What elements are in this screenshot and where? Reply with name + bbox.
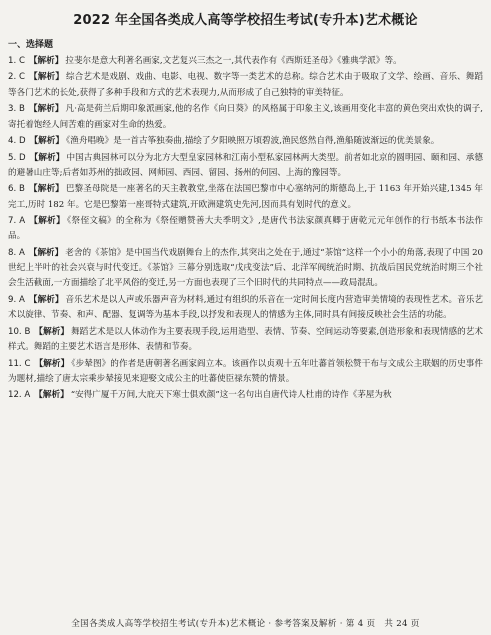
answer-letter: B <box>19 184 25 195</box>
question-number: 2. <box>8 72 17 83</box>
question-number: 1. <box>8 56 17 66</box>
answer-letter: A <box>24 390 31 401</box>
answer-item <box>8 102 483 133</box>
question-number: 5. <box>8 152 17 163</box>
analysis-text: 音乐艺术是以人声或乐器声音为材料,通过有组织的乐音在一定时间长度内营造审美情境的表现性艺术。音乐艺术以旋律、节奏、和声、配器、复调等为基本手段,以抒发和表现人的情感为主体,同时具有间接反映社会生活的功能。 <box>8 294 483 321</box>
analysis-text: 凡·高是荷兰后期印象派画家,他的名作《向日葵》的风格属于印象主义,该画用变化丰富的黄色突出欢快的调子,寄托着饱经人间苦难的画家对生命的热爱。 <box>8 104 483 130</box>
analysis-tag: 【解析】 <box>34 358 70 369</box>
answer-letter: C <box>19 72 26 83</box>
answer-item <box>8 182 483 213</box>
analysis-tag: 【解析】 <box>34 390 69 401</box>
analysis-tag: 【解析】 <box>28 184 64 195</box>
answer-item <box>8 214 483 245</box>
answer-item <box>8 246 483 292</box>
answer-item <box>8 325 483 356</box>
analysis-tag: 【解析】 <box>28 56 64 66</box>
answer-item <box>8 388 483 403</box>
section-heading: 一、选择题 <box>8 40 54 50</box>
question-number: 6. <box>8 184 17 195</box>
analysis-text: 《步辇图》的作者是唐朝著名画家阎立本。该画作以贞观十五年吐蕃首领松赞干布与文成公主联姻的历史事件为题材,描绘了唐太宗乘步辇接见来迎娶文成公主的吐蕃使臣禄东赞的情景。 <box>8 358 484 384</box>
analysis-tag: 【解析】 <box>28 294 64 305</box>
question-number: 12. <box>8 390 22 401</box>
answer-letter: A <box>19 216 26 227</box>
analysis-tag: 【解析】 <box>29 216 65 227</box>
analysis-tag: 【解析】 <box>29 136 64 147</box>
answer-letter: A <box>18 247 25 258</box>
answer-letter: B <box>24 326 31 337</box>
answer-letter: D <box>19 152 26 163</box>
question-number: 11. <box>8 358 22 369</box>
question-number: 10. <box>8 326 22 337</box>
analysis-text: “安得广厦千万间,大庇天下寒士俱欢颜”这一名句出自唐代诗人杜甫的诗作《茅屋为秋 <box>70 390 392 401</box>
analysis-text: 拉斐尔是意大利著名画家,文艺复兴三杰之一,其代表作有《西斯廷圣母》《雅典学派》等。 <box>65 56 402 66</box>
page-footer: 全国各类成人高等学校招生考试(专升本)艺术概论 · 参考答案及解析 · 第 4 页 共 24 页 <box>71 619 420 629</box>
answer-letter: B <box>19 104 25 115</box>
analysis-text: 舞蹈艺术是以人体动作为主要表现手段,运用造型、表情、节奏、空间运动等要素,创造形象和表现情感的艺术样式。舞蹈的主要艺术语言是形体、表情和节奏。 <box>8 326 484 353</box>
analysis-tag: 【解析】 <box>29 72 64 83</box>
answer-item <box>8 54 483 69</box>
answer-letter: A <box>18 294 25 305</box>
question-number: 4. <box>8 136 17 147</box>
analysis-text: 《渔舟唱晚》是一首古筝独奏曲,描绘了夕阳映照万顷碧波,渔民悠然自得,渔船随波渐远的优美景象。 <box>65 136 440 147</box>
analysis-text: 老舍的《茶馆》是中国当代戏剧舞台上的杰作,其突出之处在于,通过“茶馆”这样一个小小的角落,表现了中国 20 世纪上半叶的社会兴衰与时代变迁。《茶馆》三幕分别选取“戊戌变法”后、北洋军阀统治时期、抗战后国民党统治时期三个社会生活截面,一方面描绘了北平风俗的变迁,另一方面也表现了三个旧时代的共同特点——政局混乱。 <box>8 247 483 289</box>
answer-letter: C <box>24 358 31 369</box>
analysis-text: 综合艺术是戏剧、戏曲、电影、电视、数字等一类艺术的总称。综合艺术由于吸取了文学、绘画、音乐、舞蹈等各门艺术的长处,获得了多种手段和方式的艺术表现力,从而形成了自己独特的审美特征。 <box>8 72 483 98</box>
question-number: 8. <box>8 247 17 258</box>
analysis-text: 《祭侄文稿》的全称为《祭侄赠赞善大夫季明文》,是唐代书法家颜真卿于唐乾元元年创作的行书纸本书法作品。 <box>8 216 483 242</box>
question-number: 7. <box>8 216 17 227</box>
question-number: 3. <box>8 104 17 115</box>
analysis-tag: 【解析】 <box>29 152 65 163</box>
answer-item <box>8 293 483 324</box>
answer-item <box>8 357 483 388</box>
answer-list <box>8 54 483 404</box>
answer-item <box>8 70 483 101</box>
analysis-tag: 【解析】 <box>34 326 70 337</box>
analysis-text: 巴黎圣母院是一座著名的天主教教堂,坐落在法国巴黎市中心塞纳河的斯德岛上,于 1163 年开始兴建,1345 年完工,历时 182 年。它是巴黎第一座哥特式建筑,开欧洲建筑史先河,因而具有划时代的意义。 <box>8 184 483 210</box>
answer-letter: C <box>18 56 25 66</box>
analysis-tag: 【解析】 <box>28 247 64 258</box>
answer-item <box>8 134 483 149</box>
question-number: 9. <box>8 294 17 305</box>
analysis-tag: 【解析】 <box>28 104 64 115</box>
answer-letter: D <box>18 136 26 147</box>
page-title: 2022 年全国各类成人高等学校招生考试(专升本)艺术概论 <box>73 13 418 28</box>
answer-item <box>8 151 483 182</box>
analysis-text: 中国古典园林可以分为北方大型皇家园林和江南小型私家园林两大类型。前者如北京的圆明园、颐和园、承德的避暑山庄等;后者如苏州的拙政园、网师园、西园、留园、扬州的何园、上海的豫园等。 <box>8 152 483 178</box>
